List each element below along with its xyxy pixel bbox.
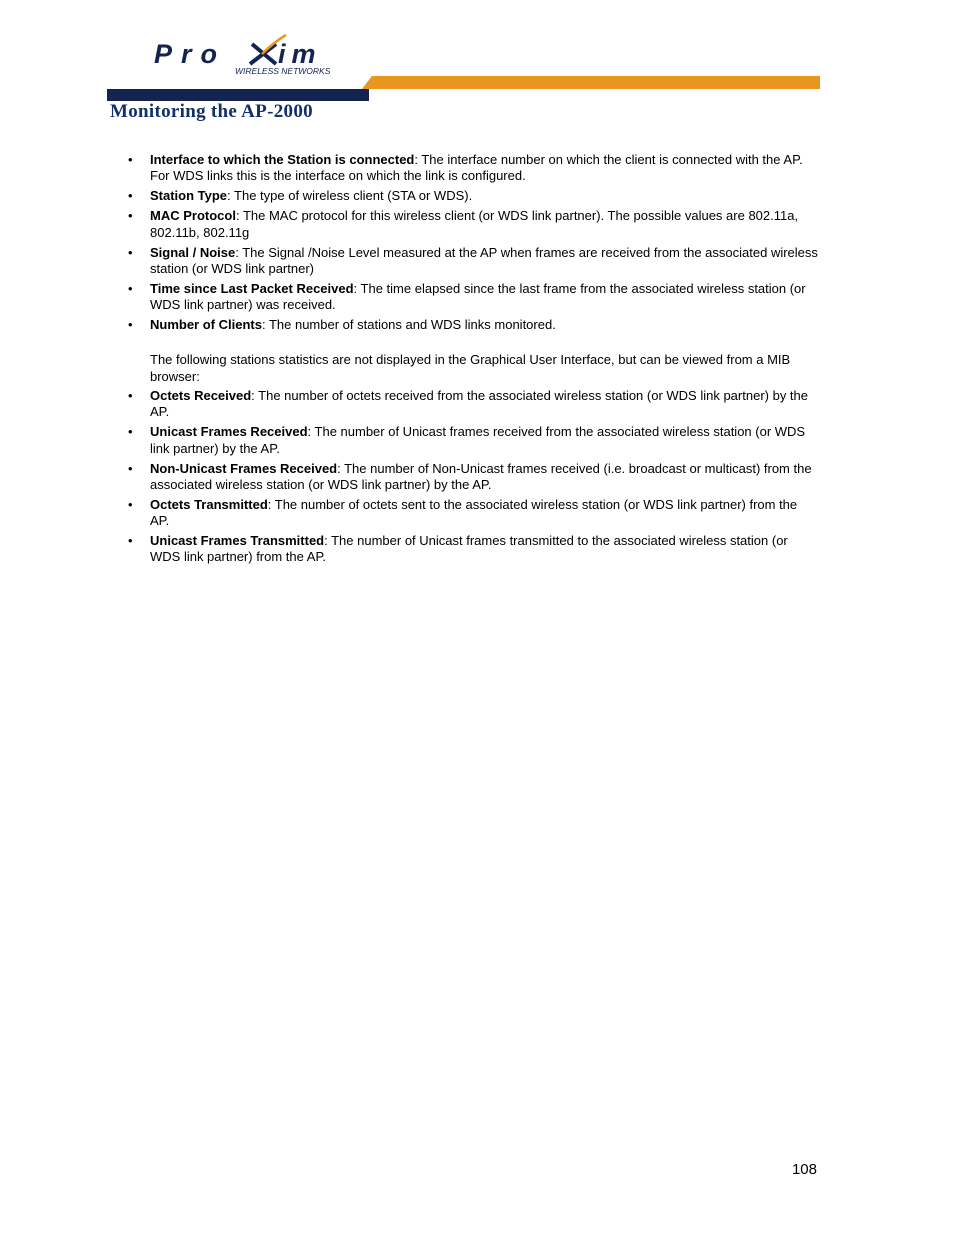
item-desc: : The Signal /Noise Level measured at the AP when frames are received from the associated wireless station (or WDS link partner) bbox=[150, 244, 818, 276]
list-item bbox=[128, 533, 818, 566]
item-term: Octets Received bbox=[150, 388, 252, 403]
item-desc: : The number of Unicast frames transmitted to the associated wireless station (or WDS link partner) from the AP. bbox=[150, 533, 788, 565]
item-desc: : The number of Non-Unicast frames received (i.e. broadcast or multicast) from the associated wireless station (or WDS link partner) by the AP. bbox=[150, 460, 812, 492]
svg-text:WIRELESS NETWORKS: WIRELESS NETWORKS bbox=[235, 66, 331, 76]
bullet: • bbox=[128, 424, 133, 440]
list-item bbox=[128, 208, 818, 241]
list-item bbox=[128, 497, 818, 530]
bullet: • bbox=[128, 388, 133, 403]
bullet: • bbox=[128, 280, 133, 296]
item-desc: : The time elapsed since the last frame from the associated wireless station (or WDS link partner) was received. bbox=[150, 280, 806, 313]
header-bar-orange bbox=[362, 76, 820, 102]
header-bar-navy bbox=[107, 89, 369, 101]
note-paragraph: The following stations statistics are not displayed in the Graphical User Interface, but can be viewed from a MIB browser: bbox=[150, 352, 791, 384]
bullet: • bbox=[128, 244, 133, 260]
proxim-logo bbox=[150, 32, 340, 80]
list-item bbox=[128, 317, 818, 333]
bullet: • bbox=[128, 317, 133, 333]
bullet: • bbox=[128, 188, 133, 204]
page-number: 108 bbox=[791, 1161, 817, 1178]
bullet: • bbox=[128, 533, 133, 549]
item-term: Interface to which the Station is connected bbox=[150, 152, 415, 167]
list-item bbox=[128, 245, 818, 278]
item-term: Non-Unicast Frames Received bbox=[150, 460, 338, 476]
list-item bbox=[128, 188, 818, 204]
item-term: Number of Clients bbox=[150, 317, 262, 333]
item-term: Unicast Frames Received bbox=[150, 424, 308, 440]
bullet: • bbox=[128, 208, 133, 224]
item-desc: : The number of Unicast frames received from the associated wireless station (or WDS link partner) by the AP. bbox=[150, 424, 806, 456]
item-desc: : The number of stations and WDS links monitored. bbox=[261, 317, 556, 333]
bullet: • bbox=[128, 496, 133, 512]
item-desc: : The number of octets received from the associated wireless station (or WDS link partner) by the AP. bbox=[150, 388, 809, 420]
item-desc: : The interface number on which the client is connected with the AP. For WDS links this is the interface on which the link is configured. bbox=[150, 152, 803, 184]
item-term: Time since Last Packet Received bbox=[150, 280, 354, 296]
svg-text:im: im bbox=[278, 39, 322, 69]
page-content bbox=[128, 152, 818, 569]
item-desc: : The MAC protocol for this wireless client (or WDS link partner). The possible values are 802.11a, 802.11b, 802.11g bbox=[150, 208, 799, 240]
item-term: Octets Transmitted bbox=[150, 496, 268, 512]
bullet: • bbox=[128, 152, 133, 167]
list-item bbox=[128, 424, 818, 457]
section-title: Monitoring the AP-2000 bbox=[110, 101, 313, 122]
item-term: MAC Protocol bbox=[150, 208, 236, 224]
list-item bbox=[128, 461, 818, 494]
bullet: • bbox=[128, 460, 133, 476]
list-item bbox=[128, 281, 818, 314]
item-term: Station Type bbox=[150, 188, 228, 204]
list-item bbox=[128, 152, 818, 185]
item-desc: : The number of octets sent to the associated wireless station (or WDS link partner) from the AP. bbox=[150, 496, 798, 529]
item-term: Signal / Noise bbox=[150, 244, 236, 260]
item-term: Unicast Frames Transmitted bbox=[150, 533, 325, 549]
list-item bbox=[128, 388, 818, 421]
svg-text:Pro: Pro bbox=[154, 39, 227, 69]
item-desc: : The type of wireless client (STA or WDS). bbox=[227, 188, 473, 204]
